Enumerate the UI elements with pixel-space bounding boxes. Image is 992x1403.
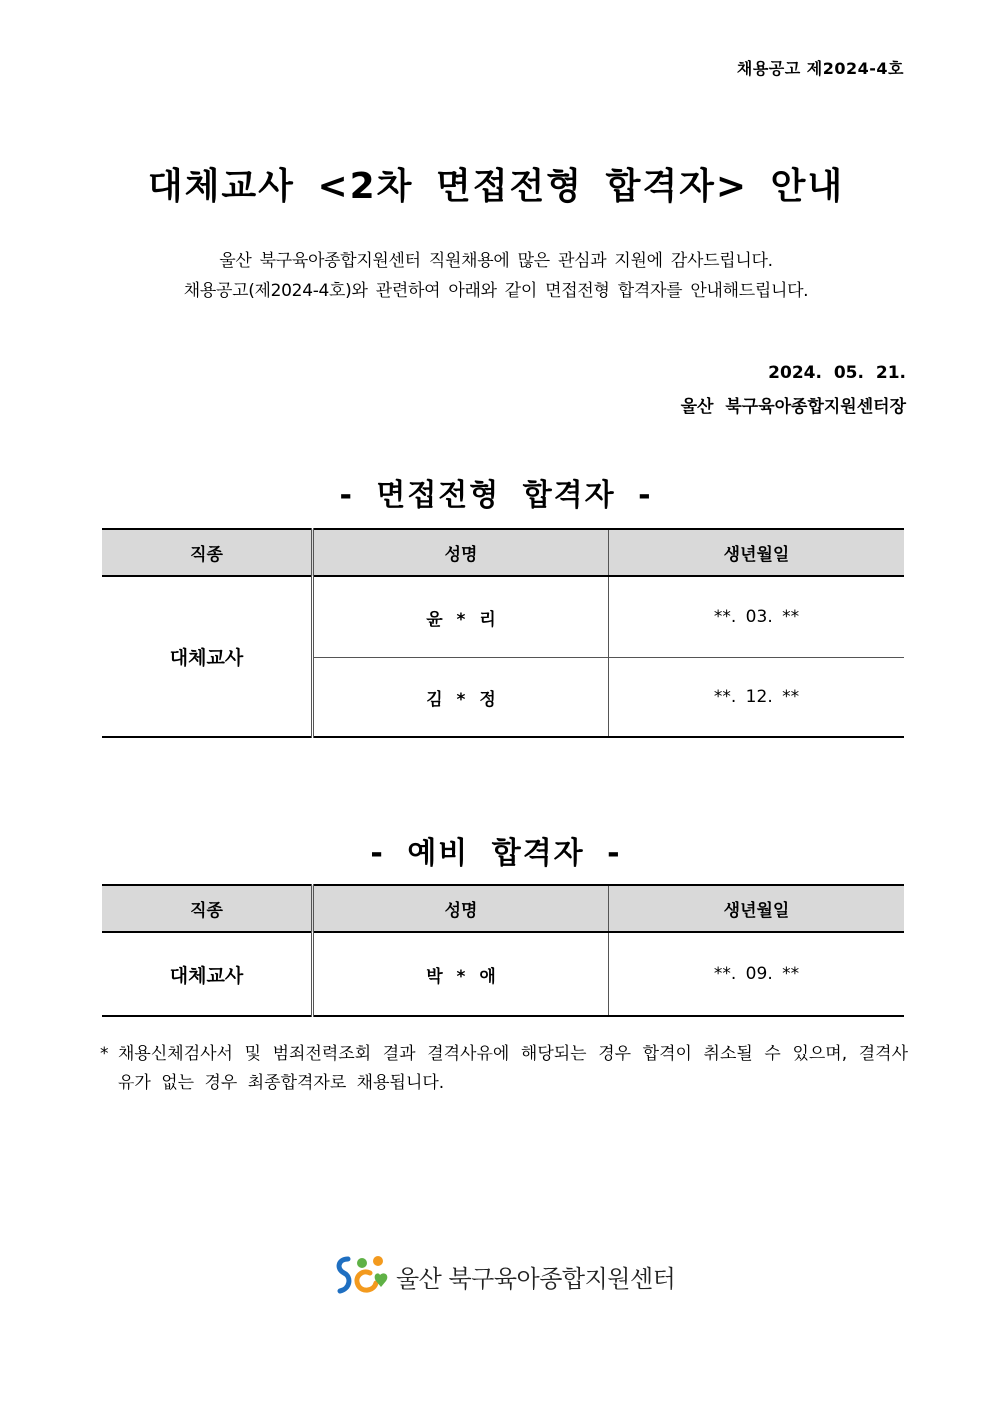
logo-blue-swirl <box>339 1259 349 1291</box>
section-title-passed: - 면접전형 합격자 - <box>339 478 653 513</box>
header-job: 직종 <box>102 885 313 932</box>
page-title: 대체교사 <2차 면접전형 합격자> 안내 <box>147 166 845 207</box>
logo-mark-icon <box>334 1253 392 1297</box>
center-logo <box>334 1253 674 1297</box>
name-cell: 윤 * 리 <box>313 576 609 658</box>
intro-line-2: 채용공고(제2024-4호)와 관련하여 아래와 같이 면접전형 합격자를 안내해드립니다. <box>183 281 809 301</box>
header-dob: 생년월일 <box>609 885 905 932</box>
footnote-mark: * <box>100 1044 109 1064</box>
passed-table <box>102 528 904 738</box>
dob-cell: **. 09. ** <box>713 964 800 984</box>
footnote-text: 채용신체검사서 및 범죄전력조회 결과 결격사유에 해당되는 경우 합격이 취소될 수 있으며, 결격사유가 없는 경우 최종합격자로 채용됩니다. <box>118 1044 908 1093</box>
table-row <box>102 576 904 658</box>
logo-green-dot <box>357 1258 367 1268</box>
name-cell: 김 * 정 <box>313 658 609 738</box>
logo-orange-dot <box>373 1256 383 1266</box>
intro-line-1: 울산 북구육아종합지원센터 직원채용에 많은 관심과 지원에 감사드립니다. <box>219 251 773 271</box>
job-cell: 대체교사 <box>102 932 313 1016</box>
issuer: 울산 북구육아종합지원센터장 <box>680 397 906 417</box>
dob-cell: **. 03. ** <box>609 576 905 658</box>
logo-text: 울산 북구육아종합지원센터 <box>396 1265 676 1293</box>
table-header-row <box>102 529 904 576</box>
dob-cell: **. 12. ** <box>713 687 800 707</box>
table-row <box>102 932 904 1016</box>
table-header-row <box>102 885 904 932</box>
notice-date: 2024. 05. 21. <box>768 363 906 383</box>
header-dob: 생년월일 <box>609 529 905 576</box>
logo-orange-c <box>357 1272 376 1290</box>
header-job: 직종 <box>102 529 313 576</box>
name-cell: 박 * 애 <box>313 932 609 1016</box>
section-title-reserve: - 예비 합격자 - <box>370 836 622 871</box>
job-cell: 대체교사 <box>102 576 313 737</box>
header-name: 성명 <box>313 885 609 932</box>
footnote <box>100 1040 908 1098</box>
notice-number: 채용공고 제2024-4호 <box>736 59 904 78</box>
reserve-table <box>102 884 904 1017</box>
header-name: 성명 <box>313 529 609 576</box>
